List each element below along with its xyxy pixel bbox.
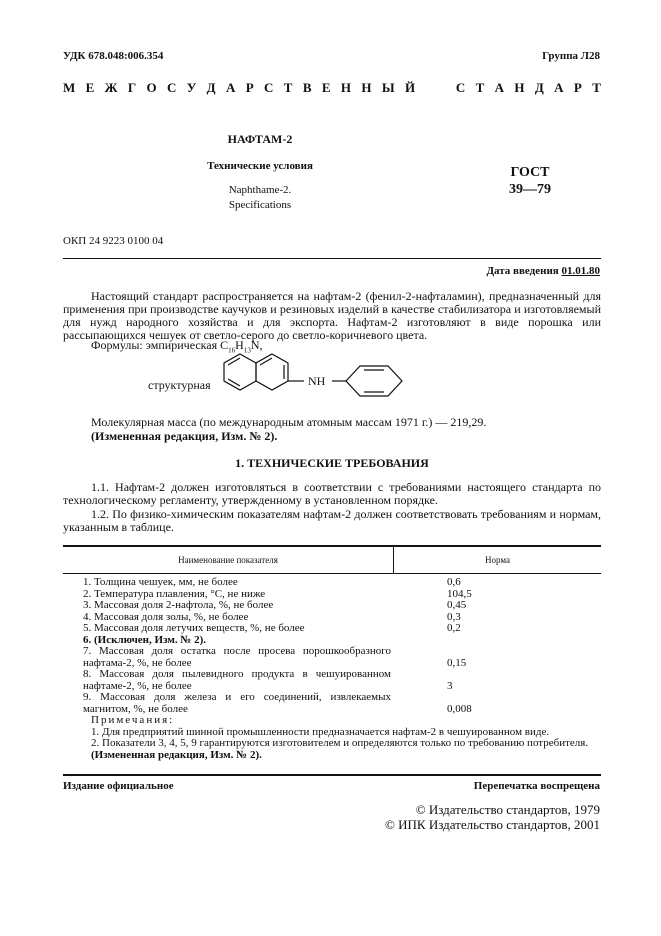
title-letter: Т [283, 80, 293, 95]
title-letter: А [554, 80, 564, 95]
table-row [63, 577, 601, 589]
title-letter: С [455, 80, 466, 95]
english-title: Naphthame-2. Specifications [228, 184, 292, 211]
table-row [63, 623, 601, 635]
gost-number: ГОСТ 39—79 [509, 165, 551, 197]
title-letter: У [186, 80, 197, 95]
table-row [63, 646, 601, 669]
title-letter: Е [85, 80, 95, 95]
row-name: 4. Массовая доля золы, %, не более [83, 610, 249, 623]
row-name: 2. Температура плавления, °С, не ниже [83, 587, 266, 600]
document-title: НАФТАМ-2 [227, 132, 293, 146]
row-value: 3 [447, 679, 453, 692]
title-letter [425, 80, 445, 96]
title-letter: Н [514, 80, 525, 95]
intro-paragraph: Настоящий стандарт распространяется на нафтам-2 (фенил-2-нафталамин), предназначенный для применения при производстве каучуков и резиновых изделий в качестве стабилизатора и изготовляемый для нужд народного хозяйства и для экспорта. Нафтам-2 изготовляют в виде порошка или рассыпающихся чешуек от светло-серого до светло-коричневого цвета. [63, 289, 601, 342]
date-of-introduction: Дата введения 01.01.80 [486, 265, 600, 277]
row-name: 5. Массовая доля летучих веществ, %, не более [83, 622, 305, 634]
row-value [391, 635, 447, 647]
structural-label: структурная [148, 378, 211, 392]
notes: Примечания: 1. Для предприятий шинной промышленности предназначается нафтам-2 в чешуированном виде. 2. Показатели 3, 4, 5, 9 гарантируются изготовителем и определяются только по требованию потребителя. (Измененная редакция, Изм. № 2). [91, 714, 589, 761]
row-name: 3. Массовая доля 2-нафтола, %, не более [83, 599, 274, 611]
title-letter: Р [573, 80, 582, 95]
row-value: 0,008 [447, 702, 472, 715]
empirical-formula: Формулы: эмпирическая $C_{16}H_{13}N$, [91, 338, 263, 355]
structural-formula [212, 340, 442, 412]
official-edition: Издание официальное [63, 780, 174, 792]
requirements-table [63, 546, 601, 715]
row-value: 0,45 [447, 599, 467, 611]
title-letter: А [494, 80, 504, 95]
title-letter: Р [245, 80, 254, 95]
title-letter: С [264, 80, 274, 95]
title-letter: С [167, 80, 177, 95]
footer-rule [63, 774, 601, 776]
title-letter: Ы [381, 80, 395, 95]
title-letter: М [63, 80, 76, 95]
document-subtitle: Технические условия [207, 160, 313, 172]
row-value: 0,6 [447, 576, 461, 588]
divider [63, 258, 601, 259]
title-letter: О [146, 80, 157, 95]
title-letter: А [225, 80, 236, 95]
copyright: © Издательство стандартов, 1979 © ИПК Издательство стандартов, 2001 [385, 802, 600, 832]
row-value: 0,15 [447, 656, 467, 669]
title-letter: Е [321, 80, 331, 95]
standard-heading [63, 80, 601, 96]
reprint-prohibited: Перепечатка воспрещена [473, 780, 600, 792]
udk-code: УДК 678.048:006.354 [63, 50, 164, 62]
title-letter: Й [404, 80, 416, 95]
table-row [63, 669, 601, 692]
title-letter: Г [127, 80, 137, 95]
row-name: 1. Толщина чешуек, мм, не более [83, 576, 238, 588]
row-value: 0,3 [447, 610, 461, 623]
title-letter: Т [592, 80, 601, 95]
title-letter: Н [361, 80, 372, 95]
row-name: 9. Массовая доля железа и его соединений, извлекаемых магнитом, %, не более [83, 691, 391, 715]
molecular-mass: Молекулярная масса (по международным атомным массам 1971 г.) — 219,29. (Измененная редакция, Изм. № 2). [91, 415, 487, 443]
table-row [63, 692, 601, 715]
nh-label: NH [308, 374, 326, 388]
row-value: 0,2 [447, 622, 461, 634]
row-value: 104,5 [447, 587, 472, 600]
paragraph-1-2: 1.2. По физико-химическим показателям нафтам-2 должен соответствовать требованиям и нормам, указанным в таблице. [63, 507, 601, 534]
row-name: 8. Массовая доля пылевидного продукта в чешуированном нафтаме-2, %, не более [83, 668, 391, 692]
title-letter: Н [340, 80, 352, 95]
title-letter: Т [475, 80, 485, 95]
title-letter: В [302, 80, 312, 95]
row-name: 6. (Исключен, Изм. № 2). [83, 633, 207, 646]
section-heading: 1. ТЕХНИЧЕСКИЕ ТРЕБОВАНИЯ [235, 456, 429, 470]
okp-code: ОКП 24 9223 0100 04 [63, 235, 164, 247]
title-letter: Ж [104, 80, 118, 95]
row-name: 7. Массовая доля остатка после просева порошкообразного нафтама-2, %, не более [83, 645, 391, 669]
title-letter: Д [206, 80, 216, 95]
group-code: Группа Л28 [542, 50, 600, 62]
paragraph-1-1: 1.1. Нафтам-2 должен изготовляться в соответствии с требованиями настоящего стандарта по технологическому регламенту, утвержденному в установленном порядке. [63, 480, 601, 507]
table-row [63, 600, 601, 612]
title-letter: Д [534, 80, 544, 95]
table-header: Наименование показателя Норма [63, 546, 601, 574]
